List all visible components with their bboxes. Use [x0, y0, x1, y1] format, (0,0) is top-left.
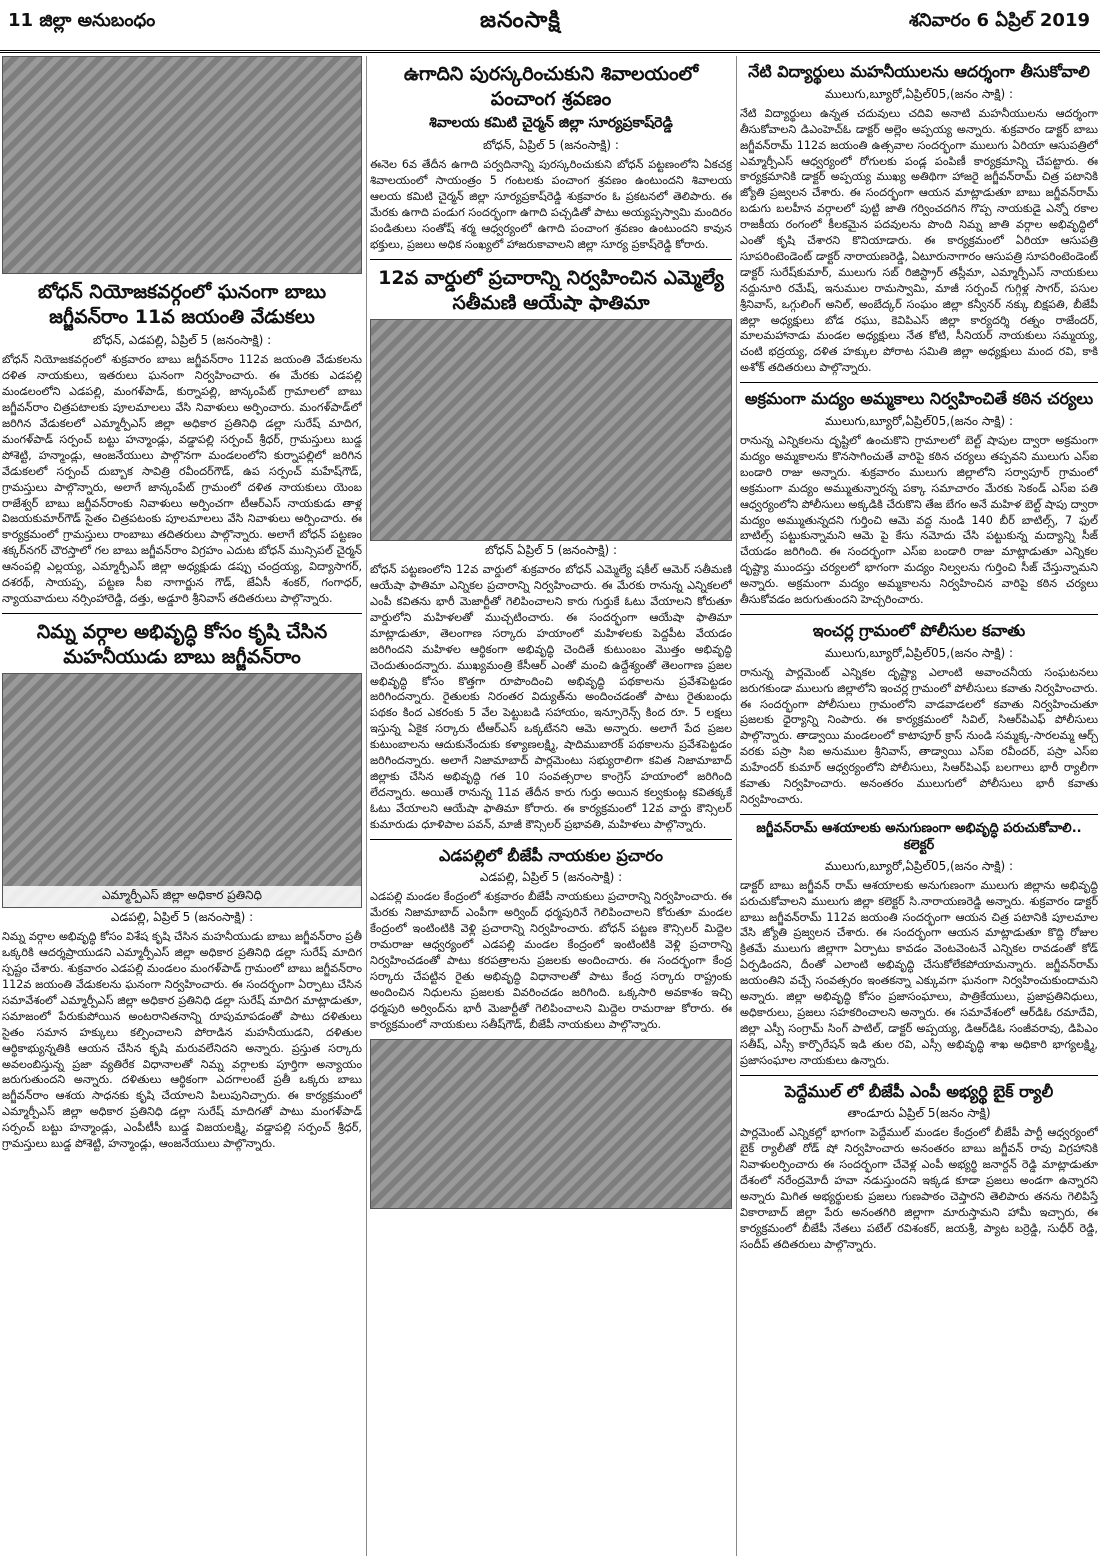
divider: [2, 613, 362, 614]
headline: నిమ్న వర్గాల అభివృద్ధి కోసం కృషి చేసిన మహనీయుడు బాబు జగ్జీవన్‌రాం: [36, 620, 328, 668]
article-body: రానున్న పార్లమెంట్ ఎన్నికల దృష్ట్యా ఎలాంటి అవాంచనీయ సంఘటనలు జరుగకుండా ములుగు జిల్లాలోని ఇంచర్ల గ్రామంలో పోలీసులు కవాతు నిర్వహించారు. ఈ సందర్భంగా పోలీసులు గ్రామంలోని వాడవాడలలో కవాతు నిర్వహించుతూ ప్రజలకు ధైర్యాన్ని నింపారు. ఈ కార్యక్రమంలో సివిల్, సిఆర్‌పిఎఫ్ పోలీసులు పాల్గొన్నారు. తాడ్వాయి మండలంలో కాటాపూర్ క్రాస్ నుండి సమ్మక్క-సారలమ్మ ఆర్చ్ వరకు పస్రా సిఐ అనుముల శ్రీనివాస్, తాడ్వాయి ఎస్ఐ రవీందర్, పస్రా ఎస్ఐ మహేందర్ కుమార్ ఆధ్వర్యంలోని పోలీసులు, సిఆర్‌పిఎఫ్ బలగాలు భారీ ర్యాలీగా కవాతు నిర్వహించారు. అనంతరం ములుగులో పోలీసులు భారీ కవాతు నిర్వహించారు.: [740, 665, 1098, 807]
article-body: ఎడపల్లి మండల కేంద్రంలో శుక్రవారం బీజేపీ నాయకులు ప్రచారాన్ని నిర్వహించారు. ఈ మేరకు నిజామాబాద్ ఎంపీగా అర్వింద్ ధర్మపురినే గెలిపించాలని కోరుతూ మండల కేంద్రంలో ఇంటింటికి వెళ్లి ప్రచారాన్ని నిర్వహించారు. బోధన్ పట్టణ కౌన్సిలర్ మిద్దెల రామరాజు ఆధ్వర్యంలో ఎడపల్లి మండల కేంద్రంలో ఇంటింటికి వెళ్లి ప్రచారాన్ని నిర్వహించడంతో పాటు కరపత్రాలను ప్రజలకు అందించారు. ఈ సందర్భంగా కేంద్ర సర్కారు చేపట్టిన రైతు అభివృద్ధి విధానాలతో పాటు కేంద్ర సర్కారు రాష్ట్రంకు అందించిన నిధులను ప్రజలకు వివరించడం జరిగింది. ఒక్కసారి అవకాశం ఇచ్చి ధర్మపురి అర్వింద్‌ను భారీ మెజార్టీతో గెలిపించాలని మిద్దెల రామరాజు కోరారు. ఈ కార్యక్రమంలో నాయకులు సతీష్‌గౌడ్, బీజేపీ నాయకులు పాల్గొన్నారు.: [370, 890, 732, 1031]
page-section: 11 జిల్లా అనుబంధం: [8, 10, 156, 31]
dateline: ములుగు,బ్యూరో,ఏప్రిల్05,(జనం సాక్షి) :: [824, 86, 1014, 101]
article-body: ఈనెల 6వ తేదీన ఉగాది పర్వదినాన్ని పురస్కరించుకుని బోధన్ పట్టణంలోని ఏకచక్ర శివాలయంలో సాయంత్రం 5 గంటలకు పంచాంగ శ్రవణం ఉంటుందని శివాలయ ఆలయ కమిటి చైర్మన్ జిల్లా సూర్యప్రకాష్‌రెడ్డి శుక్రవారం ఓ ప్రకటనలో తెలిపారు. ఈ మేరకు ఉగాది పండుగ సందర్భంగా ఉగాది పచ్చడితో పాటు అయ్యప్పస్వామి మందిరం పండితులు సంతోష్ శర్మ ఆధ్వర్యంలో ఉగాది పంచాంగ శ్రవణం ఉంటుందని కావున భక్తులు, ప్రజలు అధిక సంఖ్యలో హాజరుకావాలని జిల్లా సూర్య ప్రకాష్‌రెడ్డి కోరారు.: [370, 158, 732, 251]
headline: ఎడపల్లిలో బీజేపీ నాయకుల ప్రచారం: [439, 845, 663, 865]
article-body: బోధన్ పట్టణంలోని 12వ వార్డులో శుక్రవారం బోధన్ ఎమ్మెల్యే షకీల్ ఆమెర్ సతీమణి ఆయేషా ఫాతిమా ఎన్నికల ప్రచారాన్ని నిర్వహించారు. ఈ మేరకు రానున్న ఎన్నికలలో ఎంపీ కవితను భారీ మెజార్టీతో గెలిపించాలని కారు గుర్తుకే ఓటు వేయాలని కోరుతూ వార్డులోని మహిళలతో ముచ్చటించారు. ఈ సందర్భంగా ఆయేషా ఫాతిమా మాట్లాడుతూ, తెలంగాణ సర్కారు హయాంలో మహిళలకు పెద్దపీట వేయడం జరిగిందని మహిళల ఆర్థికంగా అభివృద్ధి చెందితే కుటుంబం మొత్తం అభివృద్ధి చెందుతుందన్నారు. ముఖ్యమంత్రి కేసీఆర్ ఎంతో మంచి ఉద్దేశ్యంతో తెలంగాణ ప్రజల అభివృద్ధి కోసం కొత్తగా రూపొందించి అభివృద్ధి పథకాలను ప్రవేశపెట్టడం జరిగిందన్నారు. రైతులకు నిరంతర విద్యుత్‌ను అందించడంతో పాటు రైతుబంధు పథకం కింద ఎకరంకు 5 వేల పెట్టుబడి సహాయం, ఇన్సూరెన్స్ కింద రూ. 5 లక్షలు ఇస్తున్న ఏకైక సర్కారు టీఆర్ఎస్ ఒక్కటేనని ఆమె అన్నారు. అలాగే పేద ప్రజల కుటుంబాలను ఆదుకునేందుకు కళ్యాణలక్ష్మి, షాదిముబారక్ పథకాలను ప్రవేశపెట్టడం జరిగిందన్నారు. అలాగే నిజామాబాద్ పార్లమెంటు సభ్యురాలిగా కవిత నిజామాబాద్ జిల్లాకు చేసిన అభివృద్ధి గత 10 సంవత్సరాల కాంగ్రెస్ హయాంలో జరిగింది లేదన్నారు. అయితే రానున్న 11వ తేదీన కారు గుర్తు అయిన కల్వకుంట్ల కవితక్కకే ఓటు వేయాలని ఆయేషా ఫాతిమా కోరారు. ఈ కార్యక్రమంలో 12వ వార్డు కౌన్సిలర్ కుమారుడు ధూళిపాల పవన్, మాజీ కౌన్సిలర్ ప్రభావతి, మహిళలు పాల్గొన్నారు.: [370, 563, 732, 831]
headline: పెద్దేముల్ లో బీజేపీ ఎంపీ అభ్యర్థి బైక్ ర్యాలీ: [784, 1081, 1054, 1101]
dateline: ఎడపల్లి, ఏప్రిల్ 5 (జనంసాక్షి) :: [479, 870, 623, 885]
article-body: పార్లమెంట్ ఎన్నికల్లో భాగంగా పెద్దేముల్ మండల కేంద్రంలో బీజేపీ పార్టీ ఆధ్వర్యంలో బైక్ ర్యాలీతో రోడ్ షో నిర్వహించారు అనంతరం బాబు జగ్జీవన్ రావు విగ్రహానికి నివాళులర్పించారు ఈ సందర్భంగా చేవెళ్ల ఎంపీ అభ్యర్థి జనార్దన్ రెడ్డి మాట్లాడుతూ దేశంలో నరేంద్రమోదీ హవా నడుస్తుందని ఇక్కడ కూడా ప్రజలు అండగా ఉన్నారని అన్నారు మిగిత అభ్యర్థులకు ప్రజలు గుణపాఠం చెప్తారని తెలిపారు తనను గెలిపిస్తే వికారాబాద్ జిల్లా పేరు అనంతగిరి జిల్లాగా మారుస్తామని హామీ ఇచ్చారు, ఈ కార్యక్రమంలో బీజేపీ నేతలు పటేల్ రవిశంకర్, జయశ్రీ, ప్యాట బర్రెడ్డి, సుధీర్ రెడ్డి, సందీప్ తదితరులు పాల్గొన్నారు.: [740, 1126, 1098, 1251]
headline: అక్రమంగా మద్యం అమ్మకాలు నిర్వహించితే కఠిన చర్యలు: [744, 389, 1094, 409]
article-body: రానున్న ఎన్నికలను దృష్టిలో ఉంచుకొని గ్రామాలలో బెల్ట్ షాపుల ద్వారా అక్రమంగా మద్యం అమ్మకాలను కొనసాగించుతే వారిపై కఠిన చర్యలు తప్పవని ములుగు ఎస్ఐ బండారి రాజు అన్నారు. శుక్రవారం ములుగు జిల్లాలోని సర్వాపూర్ గ్రామంలో అక్రమంగా మద్యం అమ్ముతున్నారన్న పక్కా సమాచారం మేరకు సెకండ్ ఎస్ఐ పతి ఆధ్వర్యంలోని పోలీసులు అక్కడికి చేరుకొని తేజ బేగం అనే మహిళ బెల్ట్ షాపు ద్వారా మద్యం అమ్ముతున్నదని గుర్తించి ఆమె వద్ద నుండి 140 బీర్ బాటిల్స్, 7 ఫుల్ బాటిల్స్ పట్టుకున్నామని ఆమె పై కేసు నమోదు చేసి పట్టుకున్న మద్యాన్ని సీజ్ చేయడం జరిగింది. ఈ సందర్భంగా ఎస్ఐ బండారి రాజు మాట్లాడుతూ ఎన్నికల దృష్ట్యా ముందస్తు చర్యలలో భాగంగా మద్యం నిల్వలను గుర్తించి సీజ్ చేస్తున్నామని అన్నారు. అక్రమంగా మద్యం అమ్మకాలను నిర్వహించిన వారిపై కఠిన చర్యలు తీసుకోవడం జరుగుతుందని హెచ్చరించారు.: [740, 434, 1098, 607]
issue-date: శనివారం 6 ఏప్రిల్ 2019: [909, 10, 1090, 31]
photo-caption: ఎమ్మార్పీఎస్ జిల్లా అధికార ప్రతినిధి: [3, 886, 361, 907]
headline: 12వ వార్డులో ప్రచారాన్ని నిర్వహించిన ఎమ్మెల్యే సతీమణి ఆయేషా ఫాతిమా: [378, 266, 724, 314]
subheadline: శివాలయ కమిటి చైర్మన్ జిల్లా సూర్యప్రకాష్‌రెడ్డి: [429, 115, 673, 132]
photo-jagjivanram-tribute: [2, 56, 362, 274]
dateline: ఎడపల్లి, ఏప్రిల్ 5 (జనంసాక్షి) :: [110, 910, 254, 925]
column-divider: [736, 56, 737, 1556]
headline: ఉగాదిని పురస్కరించుకుని శివాలయంలో పంచాంగ శ్రవణం: [403, 63, 699, 110]
divider: [740, 614, 1098, 615]
headline: ఇంచర్ల గ్రామంలో పోలీసుల కవాతు: [812, 620, 1026, 640]
divider: [740, 1075, 1098, 1076]
article-body: నేటి విద్యార్థులు ఉన్నత చదువులు చదివి అనాటి మహనీయులను ఆదర్శంగా తీసుకోవాలని డిఎంహెచ్‌ఓ డాక్టర్ అల్లెం అప్పయ్య అన్నారు. శుక్రవారం డాక్టర్ బాబు జగ్జీవన్‌రామ్ 112వ జయంతి ఉత్సవాల సందర్భంగా ములుగు ఏరియా ఆసుపత్రిలో ఎమ్మార్పీఎస్ ఆధ్వర్యంలో రోగులకు పండ్ల పంపిణీ కార్యక్రమాన్ని చేపట్టారు. ఈ కార్యక్రమానికి డాక్టర్ అప్పయ్య ముఖ్య అతిథిగా హాజరై జగ్జీవన్‌రామ్ చిత్ర పటానికి జ్యోతి ప్రజ్వలన చేశారు. ఈ సందర్భంగా ఆయన మాట్లాడుతూ బాబు జగ్జీవన్‌రామ్ బడుగు బలహీన వర్గాలలో పుట్టి జాతి గర్వించదగిన గొప్ప నాయకుడై ఎన్నో రకాల రాజకీయ రంగంలో కీలకమైన పదవులను పొంది నిమ్న జాతి వర్గాల అభివృద్ధిలో ఎంతో కృషి చేశారని కొనియాడారు. ఈ కార్యక్రమంలో ఏరియా ఆసుపత్రి సూపరింటెండెంట్ డాక్టర్ నారాయణరెడ్డి, ఏటూరునాగారం ఆసుపత్రి సూపరింటెండెంట్ డాక్టర్ సురేష్‌కుమార్, ములుగు సబ్ రిజిస్ట్రార్ తస్లీమా, ఎమ్మార్పీఎస్ నాయకులు నద్దునూరి రమేష్, ఇనుముల రామస్వామి, మాజీ సర్పంచ్ గుగ్గిళ్ల సాగర్, పసుల శ్రీనివాస్, ఒగ్గులింగ్ అనిల్, అంబేద్కర్ సంఘం జిల్లా కన్వీనర్ నక్కు బిక్షపతి, బీజేపీ జిల్లా అధ్యక్షులు బోడ రఘు, కెవిపిఎస్ జిల్లా కార్యదర్శి రత్నం రాజేందర్, మాలమహానాడు మండల అధ్యక్షులు నేత కోటి, సీనియర్ నాయకులు సమ్మయ్య, చంటి భద్రయ్య, దళిత హక్కుల పోరాట సమితి జిల్లా అధ్యక్షులు మంద రవి, కాకి అశోక్ తదితరులు పాల్గొన్నారు.: [740, 106, 1098, 375]
divider: [370, 839, 732, 840]
photo-campaign-women: [370, 319, 732, 541]
dateline: ములుగు,బ్యూరో,ఏప్రిల్05,(జనం సాక్షి) :: [824, 858, 1014, 873]
dateline: బోధన్, ఏప్రిల్ 5 (జనంసాక్షి) :: [483, 138, 619, 153]
dateline: బోధన్ ఏప్రిల్ 5 (జనంసాక్షి) :: [484, 543, 618, 558]
column-2: [370, 56, 732, 1556]
photo-bjp-leaders: [370, 1039, 732, 1209]
article-body: డాక్టర్ బాబు జగ్జీవన్ రామ్ ఆశయాలకు అనుగుణంగా ములుగు జిల్లాను అభివృద్ధి పరుచుకోవాలని ములుగు జిల్లా కలెక్టర్ సి.నారాయణరెడ్డి అన్నారు. శుక్రవారం డాక్టర్ బాబు జగ్జీవన్‌రామ్ 112వ జయంతి సందర్భంగా ఆయన చిత్ర పటానికి పూలమాల వేసి జ్యోతి ప్రజ్వలన చేశారు. ఈ సందర్భంగా ఆయన మాట్లాడుతూ కొద్ది రోజుల క్రితమే ములుగు జిల్లాగా ఏర్పాటు కావడం వెంటవెంటనే ఎన్నికల రావడంతో కోడ్ ఏర్పడిందని, దీంతో ఎలాంటి అభివృద్ధి చేసుకోలేకపోయామన్నారు. జగ్జీవన్‌రామ్ జయంతిని వచ్చే సంవత్సరం ఇంతకన్నా ఎక్కువగా ఘనంగా నిర్వహించుకుందామని అన్నారు. జిల్లా అభివృద్ధి కోసం ప్రజాసంఘాలు, పాత్రికేయులు, ప్రజాప్రతినిధులు, అధికారులు, ప్రజలు సహకరించాలని అన్నారు. ఈ సమావేశంలో ఆర్‌డిఓ రమాదేవి, జిల్లా ఎస్పీ సంగ్రామ్ సింగ్ పాటిల్, డాక్టర్ అప్పయ్య, డిఆర్‌డిఓ సంజీవరావు, డిపిఎం సతీష్, ఎస్సీ కార్పొరేషన్ ఇడి తుల రవి, ఎస్సీ అభివృద్ధి శాఖ అధికారి భాగ్యలక్ష్మి, ప్రజాసంఘాల నాయకులు ఉన్నారు.: [740, 878, 1098, 1067]
masthead: [0, 0, 1100, 53]
divider: [740, 814, 1098, 815]
divider: [370, 259, 732, 260]
column-1: [2, 56, 362, 1556]
divider: [740, 382, 1098, 383]
paper-name: జనంసాక్షి: [480, 8, 561, 33]
dateline: ములుగు,బ్యూరో,ఏప్రిల్05,(జనం సాక్షి) :: [824, 645, 1014, 660]
column-divider: [366, 56, 367, 1556]
column-3: [740, 56, 1098, 1556]
dateline: ములుగు,బ్యూరో,ఏప్రిల్05,(జనం సాక్షి) :: [824, 414, 1014, 428]
headline: బోధన్ నియోజకవర్గంలో ఘనంగా బాబు జగ్జీవన్‌రాం 11వ జయంతి వేడుకలు: [37, 281, 327, 328]
article-body: బోధన్ నియోజకవర్గంలో శుక్రవారం బాబు జగ్జీవన్‌రాం 112వ జయంతి వేడుకలను దళిత నాయకులు, ఇతరులు ఘనంగా నిర్వహించారు. ఈ మేరకు ఎడపల్లి మండలంలోని ఎడపల్లి, మంగళ్‌పాడ్, కుర్నాపల్లి, జాన్కంపేట్ గ్రామాలలో బాబు జగ్జీవన్‌రాం చిత్రపటాలకు పూలమాలలు వేసి నివాళులు అర్పించారు. మంగళ్‌పాడ్‌లో జరిగిన వేడుకలలో ఎమ్మార్పీఎస్ జిల్లా అధికార ప్రతినిధి డల్లా సురేష్ మాదిగ, మంగళ్‌పాడ్ సర్పంచ్ బట్టు హన్మాండ్లు, వడ్డాపల్లి సర్పంచ్ శ్రీధర్, గ్రామస్తులు బుడ్డ పోశెట్టి, హన్మాండ్లు, ఆంజనేయులు పాల్గొనగా మండలంలోని కుర్నాపల్లిలో జరిగిన వేడుకలలో సర్పంచ్ దుబ్బాక సావిత్రి రవీందర్‌గౌడ్, ఉప సర్పంచ్ మహేష్‌గౌడ్, గ్రామస్తులు పాల్గొన్నారు, అలాగే జాన్కంపేట్ గ్రామంలో దళిత నాయకులు యెంబ రాజేశ్వర్ బాబు జగ్జీవన్‌రాంకు నివాళులు అర్పించగా టీఆర్ఎస్ నాయకుడు తాళ్ల విజయకుమార్‌గౌడ్ సైతం చిత్రపటంకు పూలమాలలు వేసి నివాళులు అర్పించారు. ఈ కార్యక్రమంలో గ్రామస్తులు రాంబాబు తదితరులు పాల్గొన్నారు. అలాగే బోధన్ పట్టణం శక్కర్‌నగర్ చౌరస్తాలో గల బాబు జగ్జీవన్‌రాం విగ్రహం ఎదుట బోధన్ మున్సిపల్ చైర్మన్ ఆనంపల్లి ఎల్లయ్య, ఎమ్మార్పీఎస్ జిల్లా అధ్యక్షుడు డప్పు చంద్రయ్య, విద్యాసాగర్, దశరథ్, సాయప్ప, పట్టణ సీఐ నాగార్జున గౌడ్, జేఏసీ శంకర్, గంగాధర్, న్యాయవాదులు నర్సింహారెడ్డి, దత్తు, అడ్డూరి శ్రీనివాస్ తదితరులు పాల్గొన్నారు.: [2, 353, 362, 605]
article-body: నిమ్న వర్గాల అభివృద్ధి కోసం విశేష కృషి చేసిన మహనీయుడు బాబు జగ్జీవన్‌రాం ప్రతీ ఒక్కరికి ఆదర్శప్రాయుడని ఎమ్మార్పీఎస్ జిల్లా అధికార ప్రతినిధి డల్లా సురేష్ మాదిగ స్పష్టం చేశారు. శుక్రవారం ఎడపల్లి మండలం మంగళ్‌పాడ్ గ్రామంలో బాబు జగ్జీవన్‌రాం 112వ జయంతి వేడుకలను ఘనంగా నిర్వహించారు. ఈ సందర్భంగా ఏర్పాటు చేసిన సమావేశంలో ఎమ్మార్పీఎస్ జిల్లా అధికార ప్రతినిధి డల్లా సురేష్ మాదిగ మాట్లాడుతూ, సమాజంలో పేరుకుపోయిన అంటరానితనాన్ని రూపుమాపడంతో పాటు దళితులు సైతం సమాన హక్కులు కల్పించాలని పోరాడిన మహనీయుడని, దళితుల ఆర్థికాభ్యున్నతికి ఆయన చేసిన కృషి మరువలేనిదని అన్నారు. ప్రస్తుత సర్కారు అవలంబిస్తున్న ప్రజా వ్యతిరేక విధానాలతో నిమ్న వర్గాలకు పూర్తిగా అన్యాయం జరుగుతుందని అన్నారు. దళితులు ఆర్థికంగా ఎదగాలంటే ప్రతీ ఒక్కరు బాబు జగ్జీవన్‌రాం ఆశయ సాధనకు కృషి చేయాలని పిలుపునిచ్చారు. ఈ కార్యక్రమంలో ఎమ్మార్పీఎస్ జిల్లా అధికార ప్రతినిధి డల్లా సురేష్ మాదిగతో పాటు మంగళ్‌పాడ్ సర్పంచ్ బట్టు హన్మాండ్లు, ఎంపీటీసీ బుడ్డ విజయలక్ష్మి, వడ్డాపల్లి సర్పంచ్ శ్రీధర్, గ్రామస్తులు బుడ్డ పోశెట్టి, హన్మాండ్లు, ఆంజనేయులు పాల్గొన్నారు.: [2, 930, 362, 1151]
dateline: తాండూరు ఏప్రిల్ 5(జనం సాక్షి): [847, 1106, 991, 1121]
photo-mrps-leader: [2, 673, 362, 908]
headline: నేటి విద్యార్థులు మహనీయులను ఆదర్శంగా తీసుకోవాలి: [748, 62, 1090, 81]
headline: జగ్జీవన్‌రామ్ ఆశయాలకు అనుగుణంగా అభివృద్ధి పరుచుకోవాలి.. కలెక్టర్: [756, 820, 1082, 853]
dateline: బోధన్, ఎడపల్లి, ఏప్రిల్ 5 (జనంసాక్షి) :: [92, 333, 272, 348]
